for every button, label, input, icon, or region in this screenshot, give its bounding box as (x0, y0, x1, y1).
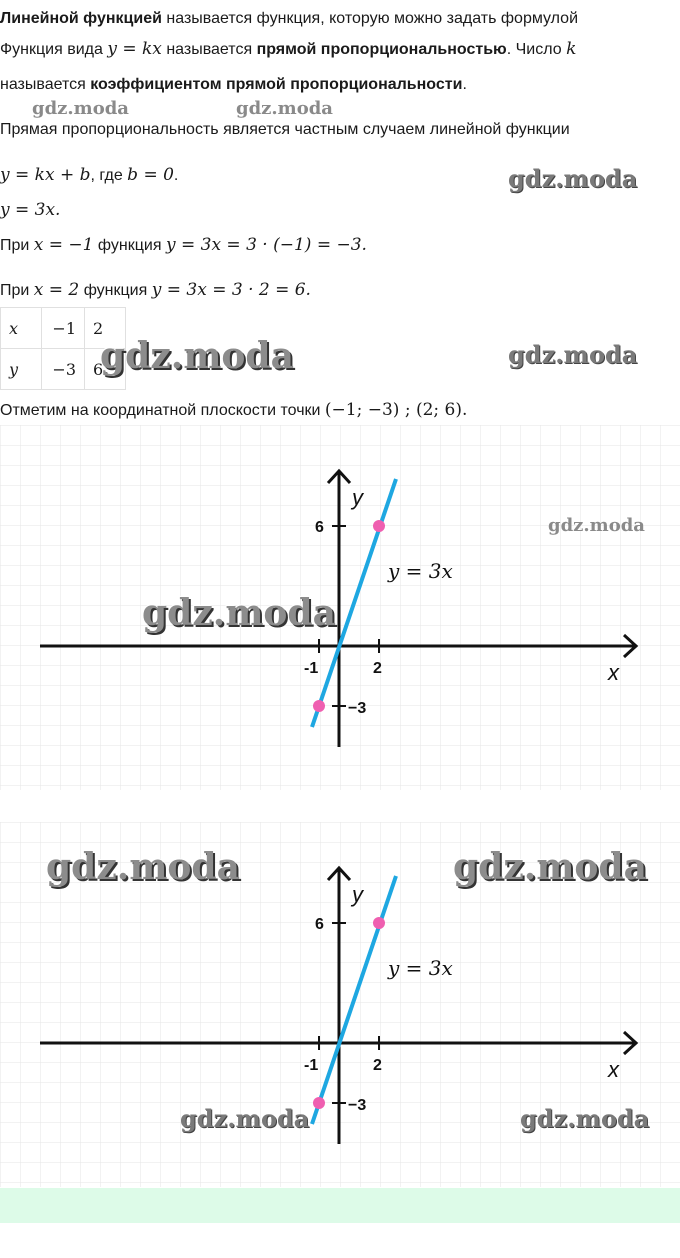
table-cell: x (1, 308, 42, 349)
x-axis-label: x (608, 660, 619, 685)
tick-label-y-neg3: −3 (348, 700, 367, 717)
tick-label-x-2: 2 (373, 660, 382, 677)
tick-label-x-neg1: -1 (304, 660, 319, 677)
tick-label-x-neg1: -1 (304, 1057, 319, 1074)
table-cell: −3 (42, 349, 85, 390)
graph-1 (0, 425, 680, 790)
point-2-6 (373, 917, 385, 929)
tick-label-x-2: 2 (373, 1057, 382, 1074)
watermark: gdz.moda (142, 592, 336, 634)
point-2-6 (373, 520, 385, 532)
watermark: gdz.moda (453, 846, 647, 888)
watermark: gdz.moda (520, 1104, 650, 1133)
x-axis-label: x (608, 1057, 619, 1082)
graph-1-svg (0, 425, 680, 790)
watermark: gdz.moda (46, 846, 240, 888)
equation-label: y = 3x (388, 956, 453, 980)
table-cell: −1 (42, 308, 85, 349)
watermark: gdz.moda (508, 164, 638, 193)
table-cell: 2 (85, 308, 126, 349)
point-neg1-neg3 (313, 1097, 325, 1109)
watermark: gdz.moda (32, 98, 129, 119)
watermark: gdz.moda (100, 335, 294, 377)
watermark: gdz.moda (548, 515, 645, 536)
definition-line-1: Линейной функцией называется функция, которую можно задать формулой (0, 10, 579, 27)
formula-line: y = kx + b, где b = 0. (0, 165, 179, 185)
term-coefficient: коэффициентом прямой пропорциональности (90, 76, 463, 93)
table-cell: 6 (85, 349, 126, 390)
plot-points-line: Отметим на координатной плоскости точки (−1; −3) ; (2; 6). (0, 400, 468, 420)
function-line: y = 3x. (0, 200, 61, 220)
calc-line-2: При x = 2 функция y = 3x = 3 · 2 = 6. (0, 280, 311, 300)
table-cell: y (1, 349, 42, 390)
paragraph-special-case: Прямая пропорциональность является частным случаем линейной функции (0, 121, 570, 138)
graph-2 (0, 822, 680, 1187)
y-axis-label: y (352, 882, 363, 907)
watermark: gdz.moda (236, 98, 333, 119)
term-direct-proportion: прямой пропорциональностью (256, 41, 507, 58)
y-axis-label: y (352, 485, 363, 510)
tick-label-y-6: 6 (315, 519, 324, 536)
tick-label-y-6: 6 (315, 916, 324, 933)
watermark: gdz.moda (180, 1104, 310, 1133)
point-neg1-neg3 (313, 700, 325, 712)
tick-label-y-neg3: −3 (348, 1097, 367, 1114)
definition-line-3: называется коэффициентом прямой пропорциональности. (0, 76, 467, 93)
equation-label: y = 3x (388, 559, 453, 583)
watermark: gdz.moda (508, 340, 638, 369)
calc-line-1: При x = −1 функция y = 3x = 3 · (−1) = −3. (0, 235, 367, 255)
definition-line-2: Функция вида y = kx называется прямой пропорциональностью. Число k (0, 39, 577, 59)
term-linear-function: Линейной функцией (0, 10, 162, 27)
footer-bar (0, 1188, 680, 1223)
